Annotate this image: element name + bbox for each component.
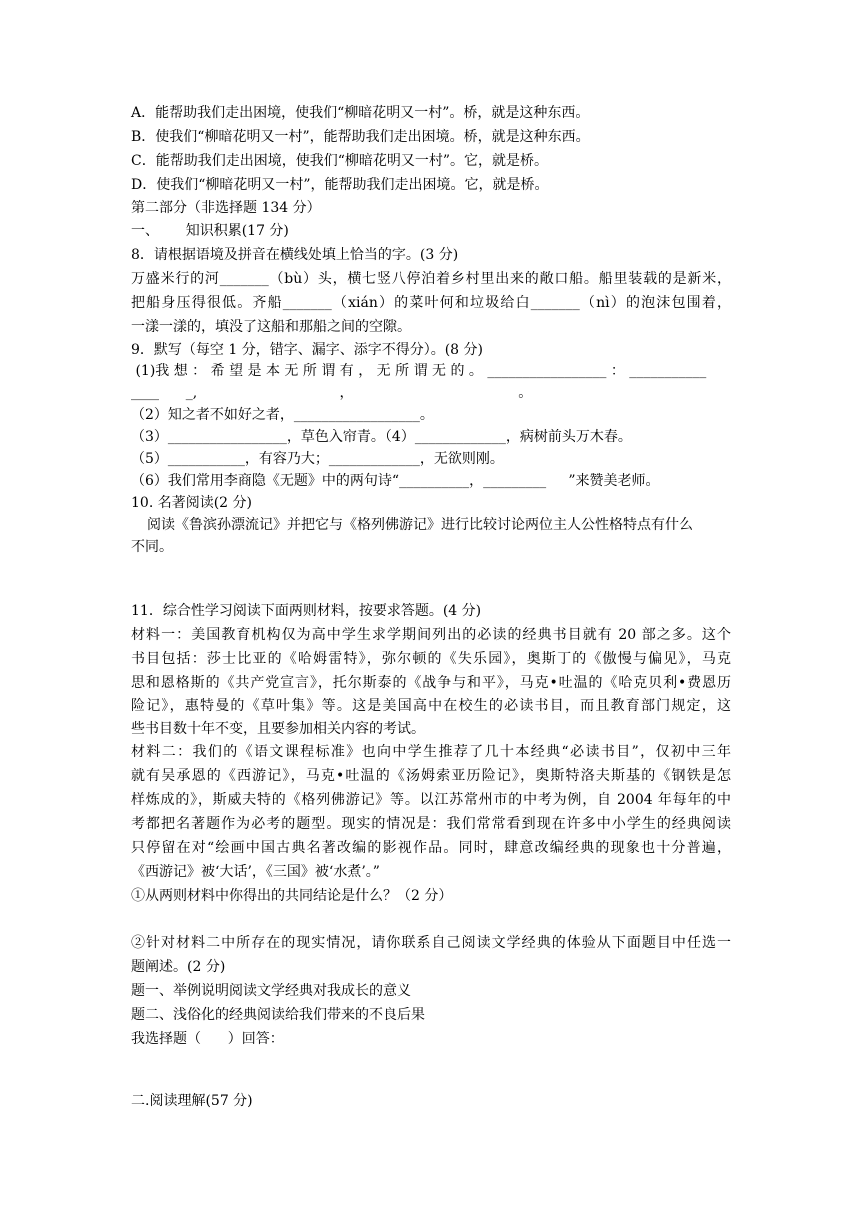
q9-line: （2）知之者不如好之者，__________________。 bbox=[131, 407, 434, 423]
q11-material2-line: 就有吴承恩的《西游记》，马克•吐温的《汤姆索亚历险记》，奥斯特洛夫斯基的《钢铁是怎 bbox=[131, 768, 731, 784]
q10-line: 不同。 bbox=[131, 539, 173, 555]
q11-topic2: 题二、浅俗化的经典阅读给我们带来的不良后果 bbox=[131, 1007, 425, 1023]
choice-d: D．使我们“柳暗花明又一村”，能帮助我们走出困境。它，就是桥。 bbox=[131, 177, 549, 193]
choice-c: C．能帮助我们走出困境，使我们“柳暗花明又一村”。它，就是桥。 bbox=[131, 153, 549, 169]
q11-material2-line: 考都把名著题作为必考的题型。现实的情况是：我们常常看到现在许多中小学生的经典阅读 bbox=[131, 816, 731, 832]
q8-line: 把船身压得很低。齐船_______（xián）的菜叶何和垃圾给白_______（nì）的泡沫包围着， bbox=[131, 295, 731, 311]
part2-title: 第二部分（非选择题 134 分） bbox=[131, 200, 321, 216]
choice-a: A．能帮助我们走出困境，使我们“柳暗花明又一村”。桥，就是这种东西。 bbox=[131, 105, 590, 121]
q8-title: 8．请根据语境及拼音在横线处填上恰当的字。(3 分) bbox=[131, 247, 459, 263]
q11-material1-line: 思和恩格斯的《共产党宣言》，托尔斯泰的《战争与和平》，马克•吐温的《哈克贝利•费恩历 bbox=[131, 675, 731, 691]
q11-material1-line: 险记》，惠特曼的《草叶集》等。这是美国高中在校生的必读书目，而且教育部门规定，这 bbox=[131, 698, 731, 714]
q9-line: （5）___________，有容乃大；_____________，无欲则刚。 bbox=[131, 451, 504, 467]
q8-line: 万盛米行的河_______（bù）头，横七竖八停泊着乡村里出来的敞口船。船里装载的是新米， bbox=[131, 271, 731, 287]
q10-title: 10. 名著阅读(2 分) bbox=[131, 495, 252, 511]
q11-material2-line: 《西游记》被‘大话’，《三国》被‘水煮’。” bbox=[131, 864, 380, 880]
q11-material2-line: 只停留在对“绘画中国古典名著改编的影视作品。同时，肆意改编经典的现象也十分普遍， bbox=[131, 840, 731, 856]
choice-b: B．使我们“柳暗花明又一村”，能帮助我们走出困境。桥，就是这种东西。 bbox=[131, 129, 590, 145]
q11-material1-line: 材料一：美国教育机构仅为高中学生求学期间列出的必读的经典书目就有 20 部之多。这个 bbox=[131, 627, 731, 643]
q11-topic1: 题一、举例说明阅读文学经典对我成长的意义 bbox=[131, 983, 411, 999]
q11-sub2-line: 题阐述。(2 分) bbox=[131, 959, 226, 975]
section2-title: 二.阅读理解(57 分) bbox=[131, 1093, 253, 1109]
q9-line: （3）_________________，草色入帘青。（4）_____________，病树前头万木春。 bbox=[131, 429, 632, 445]
q11-title: 11．综合性学习阅读下面两则材料，按要求答题。(4 分) bbox=[131, 603, 482, 619]
q11-material1-line: 些书目数十年不变，且要参加相关内容的考试。 bbox=[131, 721, 425, 737]
q10-line: 阅读《鲁滨孙漂流记》并把它与《格列佛游记》进行比较讨论两位主人公性格特点有什么 bbox=[147, 517, 693, 533]
q11-answer-prompt: 我选择题（ ）回答： bbox=[131, 1031, 284, 1047]
q8-line: 一漾一漾的，填没了这船和那船之间的空隙。 bbox=[131, 319, 411, 335]
q11-material1-line: 书目包括：莎士比亚的《哈姆雷特》，弥尔顿的《失乐园》，奥斯丁的《傲慢与偏见》，马克 bbox=[131, 651, 731, 667]
q11-sub2-line: ②针对材料二中所存在的现实情况，请你联系自己阅读文学经典的体验从下面题目中任选一 bbox=[131, 935, 731, 951]
q11-material2-line: 材料二：我们的《语文课程标准》也向中学生推荐了几十本经典“必读书目”，仅初中三年 bbox=[131, 744, 731, 760]
q11-material2-line: 样炼成的》，斯威夫特的《格列佛游记》等。以江苏常州市的中考为例，自 2004 年每年的中 bbox=[131, 792, 731, 808]
q9-line: ____ _, ， 。 bbox=[131, 385, 533, 401]
q9-title: 9．默写（每空 1 分，错字、漏字、添字不得分）。(8 分) bbox=[131, 342, 483, 358]
q9-line: （6）我们常用李商隐《无题》中的两句诗“__________，_________ ”来赞美老师。 bbox=[131, 473, 660, 489]
section1-title: 一、 知识积累(17 分) bbox=[131, 223, 289, 239]
q11-sub1: ①从两则材料中你得出的共同结论是什么？（2 分） bbox=[131, 888, 453, 904]
q9-line: (1)我 想 ： 希 望 是 本 无 所 谓 有 ， 无 所 谓 无 的 。 _________________ ： ___________ bbox=[131, 363, 707, 379]
